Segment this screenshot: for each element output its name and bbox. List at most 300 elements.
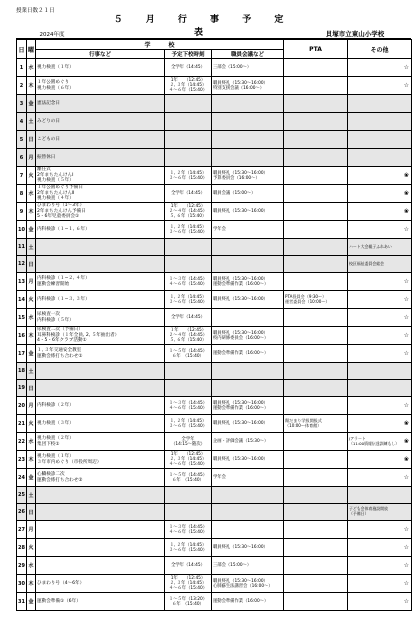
table-row bbox=[17, 451, 412, 469]
pta-line: 運営委員会（10:00〜） bbox=[285, 298, 330, 304]
table-row bbox=[17, 327, 412, 345]
events-cell bbox=[36, 575, 165, 593]
leave-time-line: ５, ６年（15:40） bbox=[169, 214, 207, 219]
meeting-line: 校内研修委員会（16:00〜） bbox=[213, 335, 269, 341]
pta-cell bbox=[284, 487, 348, 504]
leave-time-cell bbox=[165, 433, 212, 451]
other-cell bbox=[348, 59, 412, 77]
star-mark-icon: ☆ bbox=[403, 525, 410, 533]
day-number: 13 bbox=[17, 273, 27, 291]
meetings-cell bbox=[212, 539, 284, 557]
other-cell bbox=[348, 239, 412, 256]
leave-time-line: １, ２年（14:45） bbox=[169, 224, 207, 230]
meeting-line: 心肺蘇生法講習会（16:00〜） bbox=[213, 583, 273, 589]
day-of-week: 土 bbox=[27, 113, 36, 131]
table-row bbox=[17, 380, 412, 397]
pta-cell bbox=[284, 59, 348, 77]
leave-time-line: ３〜６年（15:40） bbox=[168, 299, 208, 305]
other-cell bbox=[348, 433, 412, 451]
meetings-cell bbox=[212, 397, 284, 415]
table-row bbox=[17, 77, 412, 95]
event-line: 視力検査（４年） bbox=[37, 196, 74, 202]
pta-cell bbox=[284, 203, 348, 221]
other-text bbox=[349, 262, 410, 267]
leave-time-cell bbox=[165, 327, 212, 345]
events-cell bbox=[36, 239, 165, 256]
day-number: 23 bbox=[17, 451, 27, 469]
leave-time-cell bbox=[165, 131, 212, 149]
day-of-week: 水 bbox=[27, 309, 36, 327]
events-cell bbox=[36, 131, 165, 149]
table-row bbox=[17, 185, 412, 203]
meetings-cell bbox=[212, 167, 284, 185]
leave-time-cell bbox=[165, 469, 212, 487]
event-line: 視力検査（１年） bbox=[37, 453, 74, 459]
meeting-line: 予算委員会（16:00〜） bbox=[213, 175, 260, 181]
pta-cell bbox=[284, 327, 348, 345]
table-row bbox=[17, 593, 412, 611]
meetings-cell bbox=[212, 433, 284, 451]
pta-cell bbox=[284, 131, 348, 149]
star-mark-icon: ☆ bbox=[403, 401, 410, 409]
leave-time-cell bbox=[165, 77, 212, 95]
event-line: 運動会係打ち合わせ① bbox=[37, 353, 83, 359]
header-other: その他 bbox=[348, 40, 412, 59]
leave-time-line: ５, ６年（15:40） bbox=[169, 338, 207, 343]
leave-time-cell bbox=[165, 539, 212, 557]
pta-cell bbox=[284, 504, 348, 521]
schedule-page bbox=[16, 15, 411, 611]
other-cell bbox=[348, 185, 412, 203]
other-cell bbox=[348, 539, 412, 557]
leave-time-cell bbox=[165, 521, 212, 539]
events-cell bbox=[36, 256, 165, 273]
day-number: 25 bbox=[17, 487, 27, 504]
events-cell bbox=[36, 433, 165, 451]
pta-cell bbox=[284, 539, 348, 557]
other-cell bbox=[348, 380, 412, 397]
event-line: みどりの日 bbox=[37, 118, 60, 124]
event-line: 振替休日 bbox=[37, 154, 56, 160]
event-line: 尿検査一次 bbox=[37, 311, 60, 317]
star-mark-icon: ☆ bbox=[403, 473, 410, 481]
event-line: 2年まちたんけん予備日 bbox=[37, 208, 86, 214]
meetings-cell bbox=[212, 185, 284, 203]
day-number: 10 bbox=[17, 221, 27, 239]
pta-cell bbox=[284, 149, 348, 167]
event-line: ３年市内めぐり（市役所周辺） bbox=[37, 459, 102, 465]
leave-time-line: 全学年 bbox=[181, 436, 195, 442]
table-row bbox=[17, 397, 412, 415]
events-cell bbox=[36, 185, 165, 203]
pta-cell bbox=[284, 77, 348, 95]
pta-cell bbox=[284, 309, 348, 327]
day-number: 11 bbox=[17, 239, 27, 256]
day-of-week: 日 bbox=[27, 380, 36, 397]
leave-time-line: ４〜６年（15:40） bbox=[168, 405, 208, 411]
day-number: 15 bbox=[17, 309, 27, 327]
star-mark-icon: ☆ bbox=[403, 597, 410, 605]
leave-time-cell bbox=[165, 291, 212, 309]
other-line: 子ども会体育施設開放 bbox=[349, 506, 388, 512]
pta-cell bbox=[284, 345, 348, 363]
leave-time-line: （14:15〜随次） bbox=[171, 441, 205, 447]
meeting-line: 学年会 bbox=[213, 227, 226, 232]
events-cell bbox=[36, 380, 165, 397]
event-line: 内科検診（５年） bbox=[37, 317, 74, 323]
leave-time-cell bbox=[165, 363, 212, 380]
leave-time-line: ３〜６年（15:40） bbox=[168, 229, 208, 235]
event-line: 運動会練習開始 bbox=[37, 281, 70, 287]
star-mark-icon: ☆ bbox=[403, 313, 410, 321]
pta-cell bbox=[284, 167, 348, 185]
leave-time-cell bbox=[165, 221, 212, 239]
day-number: 6 bbox=[17, 149, 27, 167]
leave-time-line: １, ２年（14:45） bbox=[169, 294, 207, 300]
leave-time-line: ３〜６年（15:40） bbox=[168, 423, 208, 429]
day-of-week: 水 bbox=[27, 185, 36, 203]
day-number: 31 bbox=[17, 593, 27, 611]
day-of-week: 金 bbox=[27, 593, 36, 611]
pta-cell bbox=[284, 380, 348, 397]
other-cell bbox=[348, 77, 412, 95]
pta-cell bbox=[284, 451, 348, 469]
other-cell bbox=[348, 487, 412, 504]
header-events: 行事など bbox=[36, 50, 165, 59]
meetings-cell bbox=[212, 256, 284, 273]
events-cell bbox=[36, 95, 165, 113]
other-cell bbox=[348, 327, 412, 345]
day-number: 20 bbox=[17, 397, 27, 415]
meetings-cell bbox=[212, 451, 284, 469]
leave-time-cell bbox=[165, 59, 212, 77]
other-cell bbox=[348, 575, 412, 593]
meeting-line: 運動会準備作業（16:00〜） bbox=[213, 405, 269, 411]
pta-cell bbox=[284, 575, 348, 593]
events-cell bbox=[36, 113, 165, 131]
star-mark-icon: ☆ bbox=[403, 81, 410, 89]
leave-time-cell bbox=[165, 557, 212, 575]
leave-time-cell bbox=[165, 95, 212, 113]
events-cell bbox=[36, 203, 165, 221]
day-of-week: 日 bbox=[27, 504, 36, 521]
school-name: 貝塚市立東山小学校 bbox=[325, 30, 385, 38]
day-number: 17 bbox=[17, 345, 27, 363]
day-of-week: 火 bbox=[27, 539, 36, 557]
meetings-cell bbox=[212, 309, 284, 327]
star-mark-icon: ☆ bbox=[403, 225, 410, 233]
star-mark-icon: ☆ bbox=[403, 349, 410, 357]
other-cell bbox=[348, 113, 412, 131]
events-cell bbox=[36, 521, 165, 539]
leave-time-line: ２, ３年（14:45） bbox=[169, 83, 207, 88]
meeting-line: 職員終礼（15:30〜16:00） bbox=[213, 421, 268, 426]
table-row bbox=[17, 167, 412, 185]
meetings-cell bbox=[212, 59, 284, 77]
day-of-week: 金 bbox=[27, 345, 36, 363]
pta-cell bbox=[284, 397, 348, 415]
table-row bbox=[17, 575, 412, 593]
leave-time-line: 全学年（14:45） bbox=[171, 563, 205, 568]
day-of-week: 日 bbox=[27, 256, 36, 273]
meetings-cell bbox=[212, 469, 284, 487]
table-row bbox=[17, 521, 412, 539]
leave-time-line: ６年 （15:40） bbox=[172, 477, 204, 483]
leave-time-line: １〜５年（13:20） bbox=[168, 596, 208, 602]
other-cell bbox=[348, 309, 412, 327]
day-number: 26 bbox=[17, 504, 27, 521]
meeting-line: 職員終礼（15:30〜16:00） bbox=[213, 578, 268, 584]
meeting-line: 職員終礼（15:30〜16:00） bbox=[213, 330, 268, 336]
leave-time-line: １〜５年（14:45） bbox=[168, 348, 208, 354]
meeting-line: 職員終礼（15:30〜16:00） bbox=[213, 457, 268, 462]
day-of-week: 木 bbox=[27, 77, 36, 95]
star-mark-icon: ☆ bbox=[403, 579, 410, 587]
day-number: 21 bbox=[17, 415, 27, 433]
event-line: 視力検査（２年） bbox=[37, 435, 74, 441]
meeting-line: 職員会議（15:00〜） bbox=[213, 191, 256, 196]
other-cell bbox=[348, 203, 412, 221]
event-line: １年公園めぐり予備日 bbox=[37, 185, 83, 191]
day-of-week: 土 bbox=[27, 487, 36, 504]
meetings-cell bbox=[212, 77, 284, 95]
other-cell bbox=[348, 95, 412, 113]
meetings-cell bbox=[212, 239, 284, 256]
star-mark-icon: ☆ bbox=[403, 543, 410, 551]
other-cell bbox=[348, 256, 412, 273]
event-line: 内科検診（２年） bbox=[37, 402, 74, 408]
day-number: 12 bbox=[17, 256, 27, 273]
pta-cell bbox=[284, 291, 348, 309]
event-line: 視力検査（１年） bbox=[37, 64, 74, 70]
meeting-line: 企画・評価会議（15:30〜） bbox=[213, 439, 269, 444]
leave-time-line: ６年 （15:40） bbox=[172, 601, 204, 607]
day-number: 1 bbox=[17, 59, 27, 77]
meetings-cell bbox=[212, 95, 284, 113]
meeting-line: 職員終礼（15:30〜16:00） bbox=[213, 545, 268, 550]
flower-mark-icon: ❀ bbox=[403, 171, 410, 179]
event-line: 内科検診（１−２, ４年） bbox=[37, 275, 90, 281]
pta-cell bbox=[284, 185, 348, 203]
meeting-line: 職員終礼（15:30〜16:00） bbox=[213, 170, 268, 176]
event-line: 心臓検診二次 bbox=[37, 471, 65, 477]
flower-mark-icon: ❀ bbox=[403, 437, 410, 445]
leave-time-line: ３〜６年（15:40） bbox=[168, 547, 208, 553]
leave-time-cell bbox=[165, 451, 212, 469]
day-of-week: 火 bbox=[27, 167, 36, 185]
event-line: ひまわり号（4〜6年） bbox=[37, 580, 85, 586]
event-line: 視力検査（３年） bbox=[37, 420, 74, 426]
events-cell bbox=[36, 59, 165, 77]
leave-time-line: ３〜６年（15:40） bbox=[168, 175, 208, 181]
table-row bbox=[17, 291, 412, 309]
other-text bbox=[349, 507, 410, 516]
leave-time-cell bbox=[165, 149, 212, 167]
meetings-cell bbox=[212, 273, 284, 291]
other-line: （11:00情報伝達訓練もし） bbox=[349, 440, 400, 446]
day-number: 22 bbox=[17, 433, 27, 451]
leave-time-line: 1年 （12:45） bbox=[170, 452, 206, 457]
table-row bbox=[17, 557, 412, 575]
header-dow: 曜 bbox=[27, 40, 36, 59]
flower-mark-icon: ❀ bbox=[403, 419, 410, 427]
leave-time-line: １〜５年（14:45） bbox=[168, 472, 208, 478]
leave-time-cell bbox=[165, 309, 212, 327]
pta-cell bbox=[284, 593, 348, 611]
meetings-cell bbox=[212, 327, 284, 345]
flower-mark-icon: ❀ bbox=[403, 207, 410, 215]
pta-cell bbox=[284, 273, 348, 291]
leave-time-cell bbox=[165, 203, 212, 221]
day-number: 8 bbox=[17, 185, 27, 203]
table-row bbox=[17, 415, 412, 433]
leave-time-cell bbox=[165, 575, 212, 593]
events-cell bbox=[36, 469, 165, 487]
leave-time-line: ４〜６年（15:40） bbox=[168, 281, 208, 287]
star-mark-icon: ☆ bbox=[403, 331, 410, 339]
table-row bbox=[17, 309, 412, 327]
pta-cell bbox=[284, 256, 348, 273]
meeting-line: 運動会準備作業（16:00〜） bbox=[213, 281, 269, 287]
meeting-line: 職員終礼（15:30〜16:00） bbox=[213, 209, 268, 214]
star-mark-icon: ☆ bbox=[403, 63, 410, 71]
table-row bbox=[17, 363, 412, 380]
table-row bbox=[17, 504, 412, 521]
events-cell bbox=[36, 539, 165, 557]
page-title: ５ 月 行 事 予 定 表 bbox=[113, 15, 294, 38]
events-cell bbox=[36, 273, 165, 291]
meetings-cell bbox=[212, 291, 284, 309]
other-cell bbox=[348, 149, 412, 167]
event-line: 尿検査二次（予備日） bbox=[37, 327, 83, 333]
events-cell bbox=[36, 451, 165, 469]
other-cell bbox=[348, 557, 412, 575]
leave-time-cell bbox=[165, 504, 212, 521]
day-number: 2 bbox=[17, 77, 27, 95]
events-cell bbox=[36, 345, 165, 363]
day-number: 24 bbox=[17, 469, 27, 487]
day-of-week: 火 bbox=[27, 415, 36, 433]
event-line: こどもの日 bbox=[37, 136, 60, 142]
leave-time-line: １, ２年（14:45） bbox=[169, 170, 207, 176]
meetings-cell bbox=[212, 557, 284, 575]
leave-time-line: ４〜６年（15:40） bbox=[168, 529, 208, 535]
leave-time-cell bbox=[165, 113, 212, 131]
events-cell bbox=[36, 149, 165, 167]
events-cell bbox=[36, 415, 165, 433]
other-cell bbox=[348, 167, 412, 185]
table-row bbox=[17, 345, 412, 363]
event-line: ひまわり号（1〜3年） bbox=[37, 203, 85, 209]
star-mark-icon: ☆ bbox=[403, 295, 410, 303]
event-line: 4・5・6年クラブ活動① bbox=[37, 338, 87, 344]
other-cell bbox=[348, 469, 412, 487]
leave-time-line: ４〜６年（15:40） bbox=[168, 586, 208, 591]
event-line: 5・6年児童委員会① bbox=[37, 214, 80, 220]
day-number: 16 bbox=[17, 327, 27, 345]
leave-time-line: ２, ３年（14:45） bbox=[169, 581, 207, 586]
leave-time-line: ４〜６年（15:40） bbox=[168, 88, 208, 93]
meeting-line: 職員終礼（15:30〜16:00） bbox=[213, 400, 268, 406]
table-row bbox=[17, 149, 412, 167]
meetings-cell bbox=[212, 221, 284, 239]
leave-time-cell bbox=[165, 593, 212, 611]
day-number: 7 bbox=[17, 167, 27, 185]
meetings-cell bbox=[212, 345, 284, 363]
leave-time-cell bbox=[165, 239, 212, 256]
day-number: 9 bbox=[17, 203, 27, 221]
other-cell bbox=[348, 504, 412, 521]
table-row bbox=[17, 539, 412, 557]
pta-cell bbox=[284, 521, 348, 539]
table-row bbox=[17, 469, 412, 487]
meetings-cell bbox=[212, 487, 284, 504]
leave-time-line: ２〜４年（14:45） bbox=[168, 209, 208, 214]
event-line: 視力検査（５年） bbox=[37, 178, 74, 184]
meeting-line: 職員終礼（15:30〜16:00） bbox=[213, 80, 268, 86]
table-row bbox=[17, 487, 412, 504]
leave-time-cell bbox=[165, 415, 212, 433]
day-of-week: 木 bbox=[27, 575, 36, 593]
pta-cell bbox=[284, 221, 348, 239]
other-line: ハート大会親子ふれあい bbox=[349, 243, 392, 249]
other-cell bbox=[348, 131, 412, 149]
leave-time-cell bbox=[165, 397, 212, 415]
other-cell bbox=[348, 415, 412, 433]
event-line: 耳鼻科検診（１年全員, 2, ５年抽出者） bbox=[37, 332, 120, 338]
leave-time-line: １, ２年（14:45） bbox=[169, 418, 207, 424]
events-cell bbox=[36, 77, 165, 95]
meeting-line: 運動会準備作業（16:00〜） bbox=[213, 351, 269, 356]
other-cell bbox=[348, 521, 412, 539]
flower-mark-icon: ❀ bbox=[403, 189, 410, 197]
day-of-week: 金 bbox=[27, 95, 36, 113]
other-line: 校区福祉委員会総会 bbox=[349, 260, 385, 266]
pta-line: 陽だまり学級開級式 bbox=[285, 417, 322, 423]
star-mark-icon: ☆ bbox=[403, 277, 410, 285]
event-line: 内科検診（１−３, ３年） bbox=[37, 296, 90, 302]
day-of-week: 木 bbox=[27, 203, 36, 221]
leave-time-line: 1年 （12:45） bbox=[170, 78, 206, 83]
meetings-cell bbox=[212, 203, 284, 221]
day-number: 27 bbox=[17, 521, 27, 539]
pta-cell bbox=[284, 95, 348, 113]
table-row bbox=[17, 131, 412, 149]
day-of-week: 木 bbox=[27, 327, 36, 345]
events-cell bbox=[36, 309, 165, 327]
school-days-note: 授業日数２１日 bbox=[16, 8, 55, 14]
day-of-week: 木 bbox=[27, 451, 36, 469]
leave-time-line: １, ２年（14:45） bbox=[169, 542, 207, 548]
day-of-week: 土 bbox=[27, 239, 36, 256]
event-line: 運動会係打ち合わせ② bbox=[37, 477, 83, 483]
events-cell bbox=[36, 487, 165, 504]
leave-time-line: 1年 （12:45） bbox=[170, 576, 206, 581]
day-of-week: 金 bbox=[27, 221, 36, 239]
day-of-week: 月 bbox=[27, 273, 36, 291]
events-cell bbox=[36, 221, 165, 239]
day-of-week: 日 bbox=[27, 131, 36, 149]
meetings-cell bbox=[212, 363, 284, 380]
day-number: 14 bbox=[17, 291, 27, 309]
leave-time-line: ４〜６年（15:40） bbox=[168, 462, 208, 467]
table-row bbox=[17, 273, 412, 291]
events-cell bbox=[36, 363, 165, 380]
event-line: 内科検診（１−１, ６年） bbox=[37, 226, 90, 232]
title-row bbox=[16, 15, 411, 39]
meeting-line: 特別支援会議（16:00〜） bbox=[213, 85, 265, 91]
table-row bbox=[17, 256, 412, 273]
